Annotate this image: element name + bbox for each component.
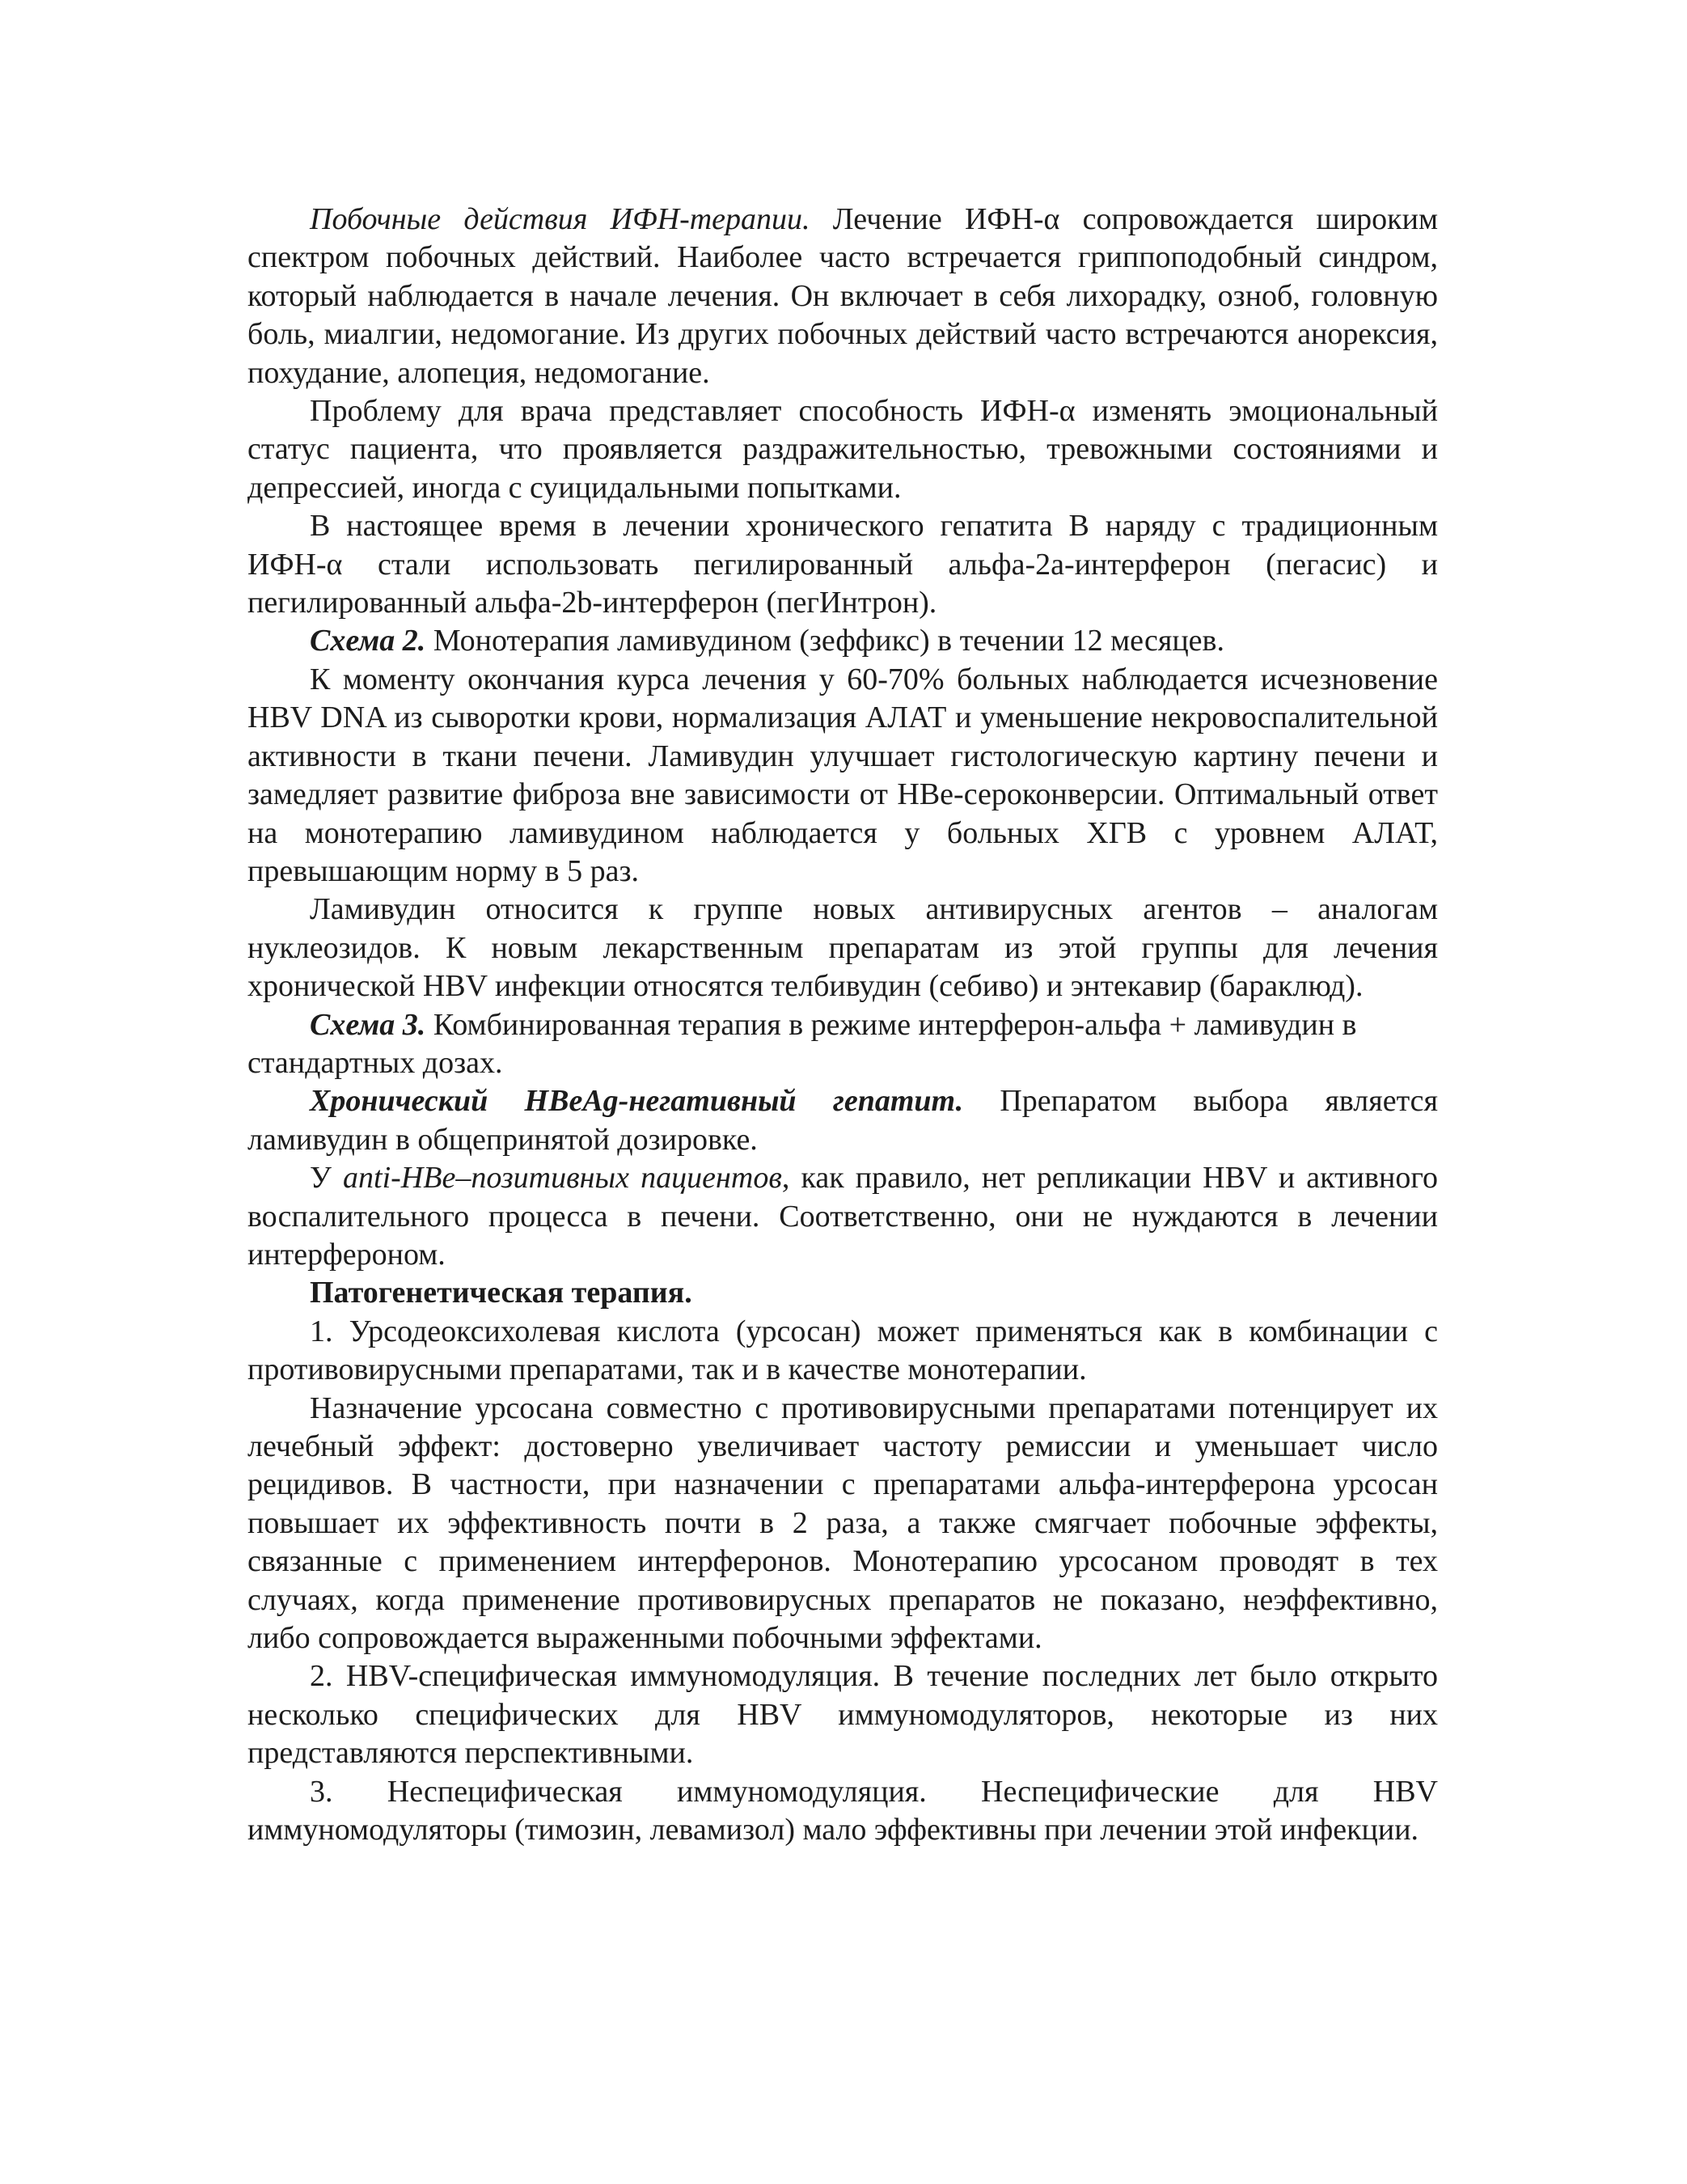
paragraph-scheme-2 (247, 622, 1438, 660)
paragraph-lamivudine-group: Ламивудин относится к группе новых антивирусных агентов – аналогам нуклеозидов. К новым лекарственным препаратам из этой группы для лечения хронической HBV инфекции относятся телбивудин (себиво) и энтекавир (бараклюд). (247, 892, 1438, 1004)
paragraph-hbeag-negative (247, 1082, 1438, 1159)
scheme-3-label: Схема 3. (310, 1007, 426, 1042)
paragraph-item-1-ursosan: 1. Урсодеоксихолевая кислота (урсосан) может применяться как в комбинации с противовирусными препаратами, так и в качестве монотерапии. (247, 1314, 1438, 1387)
scheme-2-text: Монотерапия ламивудином (зеффикс) в течении 12 месяцев. (425, 624, 1224, 658)
paragraph-anti-hbe (247, 1159, 1438, 1274)
side-effects-text: Лечение ИФН-α сопровождается широким спектром побочных действий. Наиболее часто встречается гриппоподобный синдром, который наблюдается в начале лечения. Он включает в себя лихорадку, озноб, головную боль, миалгии, недомогание. Из других побочных действий часто встречаются анорексия, похудание, алопеция, недомогание. (247, 202, 1438, 390)
scheme-3-text: Комбинированная терапия в режиме интерферон-альфа + ламивудин в стандартных дозах. (247, 1007, 1357, 1080)
anti-hbe-text: , как правило, нет репликации HBV и активного воспалительного процесса в печени. Соответственно, они не нуждаются в лечении интерфероном. (247, 1161, 1438, 1272)
hbeag-negative-text: Препаратом выбора является ламивудин в общепринятой дозировке. (247, 1084, 1439, 1157)
paragraph-treatment-results: К моменту окончания курса лечения у 60-70% больных наблюдается исчезновение HBV DNA из сыворотки крови, нормализация АЛАТ и уменьшение некровоспалительной активности в ткани печени. Ламивудин улучшает гистологическую картину печени и замедляет развитие фиброза вне зависимости от HBe-сероконверсии. Оптимальный ответ на монотерапию ламивудином наблюдается у больных ХГВ с уровнем АЛАТ, превышающим норму в 5 раз. (247, 662, 1438, 888)
anti-hbe-pre: У (310, 1161, 344, 1196)
paragraph-pegylated-interferon: В настоящее время в лечении хронического гепатита В наряду с традиционным ИФН-α стали использовать пегилированный альфа-2а-интерферон (пегасис) и пегилированный альфа-2b-интерферон (пегИнтрон). (247, 509, 1438, 620)
paragraph-item-2-hbv-immunomodulation: 2. HBV-специфическая иммуномодуляция. В течение последних лет было открыто несколько специфических для HBV иммуномодуляторов, некоторые из них представляются перспективными. (247, 1659, 1438, 1771)
hbeag-negative-heading: Хронический HBeAg-негативный гепатит. (310, 1084, 964, 1119)
paragraph-side-effects (247, 201, 1438, 392)
scheme-2-label: Схема 2. (310, 624, 426, 658)
section-heading-pathogenetic: Патогенетическая терапия. (310, 1276, 692, 1310)
document-page (247, 201, 1438, 1849)
paragraph-item-3-nonspecific: 3. Неспецифическая иммуномодуляция. Неспецифические для HBV иммуномодуляторы (тимозин, левамизол) мало эффективны при лечении этой инфекции. (247, 1774, 1438, 1848)
paragraph-ursosan-details: Назначение урсосана совместно с противовирусными препаратами потенцирует их лечебный эффект: достоверно увеличивает частоту ремиссии и уменьшает число рецидивов. В частности, при назначении с препаратами альфа-интерферона урсосан повышает их эффективность почти в 2 раза, а также смягчает побочные эффекты, связанные с применением интерферонов. Монотерапию урсосаном проводят в тех случаях, когда применение противовирусных препаратов не показано, неэффективно, либо сопровождается выраженными побочными эффектами. (247, 1390, 1438, 1656)
paragraph-scheme-3 (247, 1006, 1438, 1083)
side-effects-heading: Побочные действия ИФН-терапии. (310, 202, 810, 236)
anti-hbe-term: anti-HBe–позитивных пациентов (343, 1161, 782, 1196)
paragraph-emotional-status: Проблему для врача представляет способность ИФН-α изменять эмоциональный статус пациента, что проявляется раздражительностью, тревожными состояниями и депрессией, иногда с суицидальными попытками. (247, 394, 1438, 505)
